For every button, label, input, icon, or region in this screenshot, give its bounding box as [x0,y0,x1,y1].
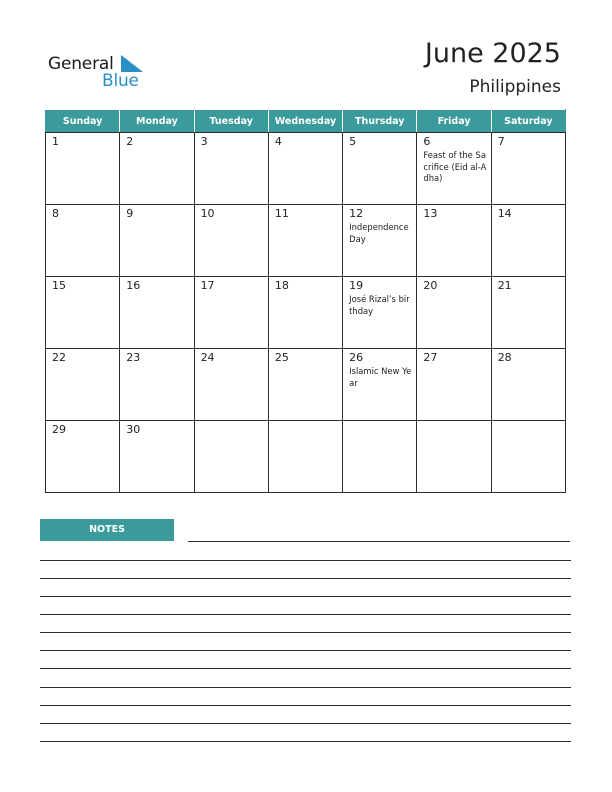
day-number: 4 [274,135,282,148]
day-number: 16 [126,279,141,292]
holiday-label: Islamic New Year [349,366,412,388]
week-row [46,205,566,277]
day-cell [120,133,194,205]
weekday-header: Sunday [46,110,120,133]
day-cell [46,133,120,205]
holiday-label [343,423,416,425]
holiday-label [417,292,490,294]
day-number: 15 [52,279,66,292]
day-number: 25 [274,351,289,364]
day-cell [46,349,120,421]
day-number: 11 [274,207,289,220]
day-number: 27 [423,351,438,364]
weekday-header: Wednesday [268,110,342,133]
day-number: 24 [200,351,215,364]
holiday-label [492,148,565,150]
holiday-label [195,364,268,366]
holiday-label [46,436,119,438]
notes-line[interactable] [40,650,571,651]
day-cell [417,349,491,421]
day-cell [194,133,268,205]
day-number: 30 [126,423,141,436]
day-number: 8 [52,207,59,220]
day-number: 28 [497,351,512,364]
day-cell [268,421,342,493]
weekday-header-row [46,110,566,133]
day-cell [343,421,417,493]
day-cell [120,421,194,493]
holiday-label [269,423,342,425]
logo-triangle-icon [121,55,145,72]
weekday-header: Monday [120,110,194,133]
holiday-label [195,292,268,294]
holiday-label [46,364,119,366]
logo [48,54,148,90]
notes-line[interactable] [40,614,571,615]
day-cell [268,349,342,421]
notes-line[interactable] [40,687,571,688]
day-number: 20 [423,279,438,292]
notes-line[interactable] [40,741,571,742]
holiday-label [269,148,342,150]
holiday-label [492,292,565,294]
holiday-label [120,220,193,222]
day-cell [343,133,417,205]
notes-line[interactable] [40,596,571,597]
holiday-label [46,292,119,294]
day-number: 7 [497,135,505,148]
notes-line[interactable] [40,668,571,669]
day-number: 17 [200,279,215,292]
day-cell [194,205,268,277]
day-cell [268,205,342,277]
day-number: 5 [349,135,357,148]
notes-label: NOTES [40,519,174,541]
day-number: 13 [423,207,438,220]
day-cell [268,277,342,349]
day-cell [417,133,491,205]
holiday-label [492,423,565,425]
weekday-header: Friday [417,110,491,133]
holiday-label: José Rizal’s birthday [349,294,410,316]
day-cell [194,421,268,493]
day-number: 3 [200,135,208,148]
holiday-label [417,220,490,222]
holiday-label [417,423,490,425]
logo-general-text: General [48,54,114,74]
day-cell [491,349,565,421]
calendar-grid [45,109,566,493]
day-cell [194,349,268,421]
week-row [46,421,566,493]
day-number: 6 [423,135,431,148]
week-row [46,133,566,205]
day-cell [491,133,565,205]
day-number: 18 [274,279,289,292]
day-cell [491,421,565,493]
holiday-label [269,292,342,294]
day-cell [120,349,194,421]
day-cell [46,421,120,493]
holiday-label [46,148,119,150]
notes-line[interactable] [40,578,571,579]
holiday-label [120,364,193,366]
holiday-label [343,148,416,150]
day-cell [491,205,565,277]
weekday-header: Thursday [343,110,417,133]
notes-line[interactable] [40,632,571,633]
day-cell [343,205,417,277]
holiday-label [269,364,342,366]
day-cell [46,205,120,277]
country-subtitle: Philippines [469,77,561,97]
day-number: 21 [497,279,512,292]
week-row [46,277,566,349]
day-cell [120,205,194,277]
holiday-label [417,364,490,366]
day-number: 26 [349,351,364,364]
holiday-label [269,220,342,222]
day-number: 1 [52,135,59,148]
weekday-header: Saturday [491,110,565,133]
notes-line[interactable] [40,723,571,724]
day-cell [268,133,342,205]
day-number: 10 [200,207,215,220]
weekday-header: Tuesday [194,110,268,133]
holiday-label [195,148,268,150]
day-cell [194,277,268,349]
day-number: 22 [52,351,66,364]
holiday-label [46,220,119,222]
holiday-label [120,436,193,438]
day-number: 29 [52,423,66,436]
notes-line[interactable] [40,705,571,706]
day-cell [343,349,417,421]
day-cell [417,205,491,277]
page-title: June 2025 [424,38,561,69]
holiday-label [492,220,565,222]
holiday-label [120,148,193,150]
day-number: 14 [497,207,512,220]
holiday-label [120,292,193,294]
holiday-label [492,364,565,366]
day-cell [417,277,491,349]
holiday-label: Feast of the Sacrifice (Eid al-Adha) [423,150,487,183]
notes-line[interactable] [188,541,570,542]
logo-blue-text: Blue [102,71,139,91]
day-cell [491,277,565,349]
day-number: 23 [126,351,141,364]
holiday-label [195,423,268,425]
holiday-label [195,220,268,222]
week-row [46,349,566,421]
day-number: 2 [126,135,134,148]
notes-line[interactable] [40,560,571,561]
day-cell [417,421,491,493]
day-number: 19 [349,279,364,292]
day-cell [343,277,417,349]
holiday-label: Independence Day [349,222,409,244]
day-cell [46,277,120,349]
day-cell [120,277,194,349]
day-number: 9 [126,207,134,220]
day-number: 12 [349,207,364,220]
